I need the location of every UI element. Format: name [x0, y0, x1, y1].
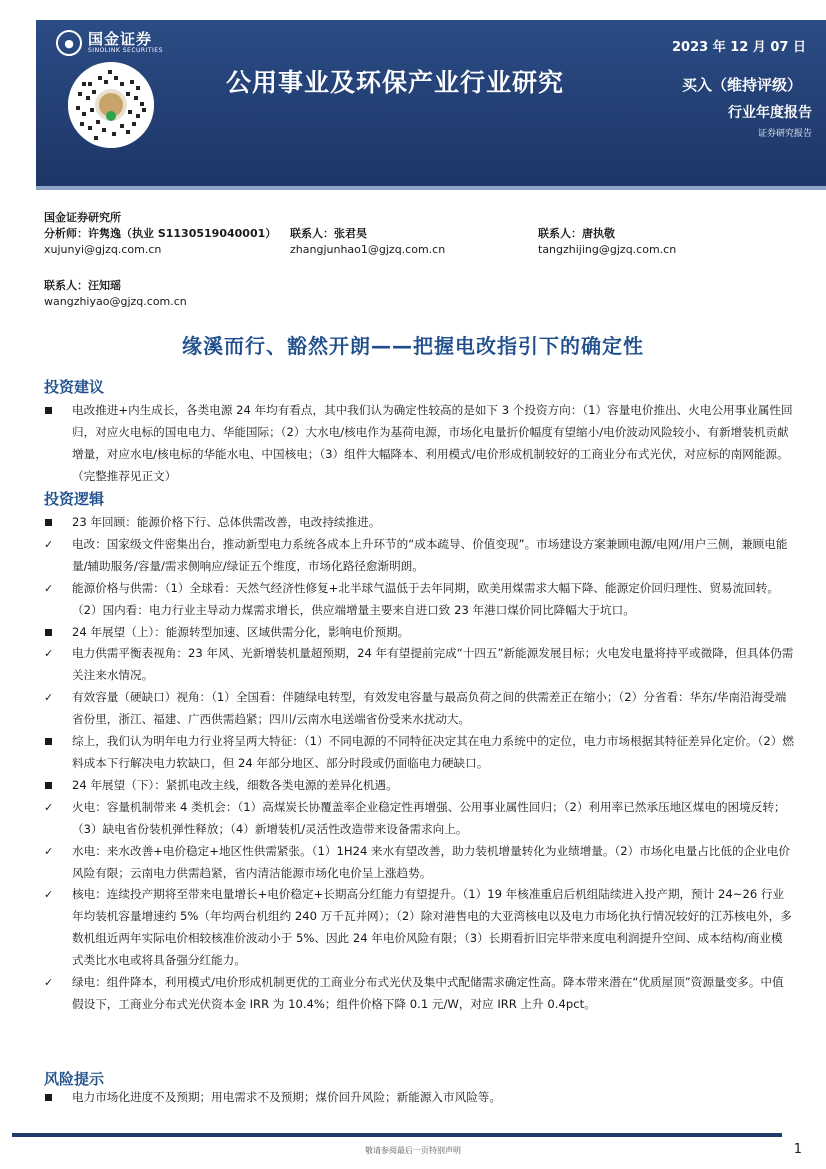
section-invest-advice: 投资建议: [44, 378, 105, 396]
check-bullet-icon: ✓: [44, 976, 54, 990]
rating-badge: 买入（维持评级）: [681, 76, 802, 94]
square-bullet-icon: [44, 400, 72, 422]
list-item-text: 电力供需平衡表视角：23 年风、光新增装机量超预期，24 年有望提前完成“十四五”新能源发展目标；火电发电量将持平或微降，但具体仍需关注来水情况。: [72, 646, 794, 683]
list-item-text: 火电：容量机制带来 4 类机会：（1）高煤炭长协覆盖率企业稳定性再增强、公用事业属性回归；（2）利用率已然承压地区煤电的困境反转；（3）缺电省份装机弹性释放；（4）新增装机/灵活性改造带来设备需求向上。: [72, 799, 786, 836]
advice-list: [44, 400, 794, 488]
contact-label: 联系人：唐执敬: [538, 227, 615, 240]
list-item-text: 24 年展望（下）：紧抓电改主线，细数各类电源的差异化机遇。: [72, 777, 398, 792]
brand-logo: [56, 30, 163, 56]
section-risk: 风险提示: [44, 1070, 105, 1088]
footer-divider: [12, 1133, 782, 1137]
qr-code-graphic: [68, 62, 154, 148]
list-item: [44, 578, 794, 622]
check-bullet-icon: ✓: [44, 800, 54, 814]
list-item-text: 绿电：组件降本，利用模式/电价形成机制更优的工商业分布式光伏及集中式配储需求确定性高。降本带来潜在“优质屋顶”资源量变多。中值假设下，工商业分布式光伏资本金 IRR 为 10.4%；组件价格下降 0.1 元/W，对应 IRR 上升 0.4pct。: [72, 975, 784, 1011]
list-item-text: 能源价格与供需：（1）全球看：天然气经济性修复+北半球气温低于去年同期，欧美用煤需求大幅下降、能源定价回归理性、贸易流回转。（2）国内看：电力行业主导动力煤需求增长，供应端增量主要来自进口致 23 年港口煤价同比降幅大于坑口。: [72, 580, 779, 617]
list-item-text: 电改推进+内生成长，各类电源 24 年均有看点，其中我们认为确定性较高的是如下 3 个投资方向：（1）容量电价推出、火电公用事业属性回归，对应火电标的国电电力、华能国际；（2）大水电/核电作为基荷电源，市场化电量折价幅度有望缩小/电价波动风险较小、有新增装机贡献增量，对应水电/核电标的华能水电、中国核电；（3）组件大幅降本、利用模式/电价形成机制较好的工商业分布式光伏，对应标的南网能源。（完整推荐见正文）: [72, 403, 793, 483]
footer-disclaimer[interactable]: 敬请参阅最后一页特别声明: [365, 1146, 461, 1155]
list-item: [44, 1087, 794, 1109]
list-item: [44, 797, 794, 841]
research-institute: 国金证券研究所: [44, 211, 121, 224]
check-bullet-icon: ✓: [44, 647, 54, 661]
contact-label: 联系人：汪知瑶: [44, 279, 121, 292]
main-title: 缘溪而行、豁然开朗——把握电改指引下的确定性: [182, 334, 644, 358]
list-item-text: 水电：来水改善+电价稳定+地区性供需紧张。（1）1H24 来水有望改善，助力装机增量转化为业绩增量。（2）市场化电量占比低的企业电价风险有限；云南电力供需趋紧，省内清洁能源市场化电价呈上涨趋势。: [72, 843, 790, 880]
report-subtype: 证券研究报告: [757, 129, 812, 139]
list-item: [44, 512, 794, 534]
list-item: [44, 775, 794, 797]
list-item-text: 有效容量（硬缺口）视角：（1）全国看：伴随绿电转型，有效发电容量与最高负荷之间的供需差正在缩小；（2）分省看：华东/华南沿海受端省份里，浙江、福建、广西供需趋紧；四川/云南水电送端省份受来水扰动大。: [72, 690, 787, 727]
list-item-text: 核电：连续投产期将至带来电量增长+电价稳定+长期高分红能力有望提升。（1）19 年核准重启后机组陆续进入投产期，预计 24~26 行业年均装机容量增速约 5%（年均两台机组约 240 万千瓦并网）；（2）除对港售电的大亚湾核电以及电力市场化执行情况较好的江苏核电外，多数机组近两年实际电价相较核准价波动小于 5%、因此 24 年电价风险有限；（3）长期看折旧完毕带来度电利润提升空间、成本结构/商业模式类比水电或将具备强分红能力。: [72, 887, 792, 968]
list-item: [44, 622, 794, 644]
logo-en: SINOLINK SECURITIES: [88, 46, 163, 54]
list-item: [44, 972, 794, 1016]
report-date: 2023 年 12 月 07 日: [672, 40, 806, 55]
list-item-text: 23 年回顾：能源价格下行、总体供需改善，电改持续推进。: [72, 515, 381, 529]
list-item: [44, 400, 794, 488]
qr-code-icon: [68, 62, 154, 148]
check-bullet-icon: ✓: [44, 581, 54, 595]
contact-label: 联系人：张君昊: [290, 227, 367, 240]
square-bullet-icon: [44, 1087, 72, 1109]
report-type: 行业年度报告: [728, 105, 812, 121]
check-bullet-icon: ✓: [44, 691, 54, 705]
square-bullet-icon: [44, 512, 72, 534]
list-item: [44, 731, 794, 775]
list-item: [44, 643, 794, 687]
list-item: [44, 841, 794, 885]
square-bullet-icon: [44, 622, 72, 644]
analyst-label: 分析师：许隽逸（执业 S1130519040001）: [44, 227, 277, 240]
contact-email[interactable]: zhangjunhao1@gjzq.com.cn: [290, 243, 446, 256]
logo-icon: ●: [56, 30, 82, 56]
check-bullet-icon: ✓: [44, 537, 54, 551]
header-divider: [36, 186, 826, 190]
list-item-text: 24 年展望（上）：能源转型加速、区域供需分化，影响电价预期。: [72, 624, 410, 639]
contact-email[interactable]: wangzhiyao@gjzq.com.cn: [44, 295, 187, 308]
page-number: 1: [793, 1142, 802, 1157]
list-item: [44, 884, 794, 972]
list-item: [44, 687, 794, 731]
list-item-text: 综上，我们认为明年电力行业将呈两大特征：（1）不同电源的不同特征决定其在电力系统中的定位，电力市场根据其特征差异化定价。（2）燃料成本下行解决电力软缺口，但 24 年部分地区、部分时段或仍面临电力硬缺口。: [72, 734, 794, 770]
analyst-email[interactable]: xujunyi@gjzq.com.cn: [44, 243, 162, 256]
report-title: 公用事业及环保产业行业研究: [226, 68, 565, 97]
check-bullet-icon: ✓: [44, 844, 54, 858]
check-bullet-icon: ✓: [44, 888, 54, 902]
logic-list: [44, 512, 794, 1016]
list-item-text: 电改：国家级文件密集出台，推动新型电力系统各成本上升环节的“成本疏导、价值变现”。市场建设方案兼顾电源/电网/用户三侧，兼顾电能量/辅助服务/容量/需求侧响应/绿证五个维度，市场化路径愈渐明朗。: [72, 536, 788, 573]
author-block: [44, 210, 798, 310]
list-item-text: 电力市场化进度不及预期；用电需求不及预期；煤价回升风险；新能源入市风险等。: [72, 1090, 501, 1104]
contact-email[interactable]: tangzhijing@gjzq.com.cn: [538, 243, 677, 256]
logo-cn: 国金证券: [88, 29, 153, 48]
square-bullet-icon: [44, 775, 72, 797]
list-item: [44, 534, 794, 578]
risk-list: [44, 1087, 794, 1109]
square-bullet-icon: [44, 731, 72, 753]
section-invest-logic: 投资逻辑: [44, 490, 105, 508]
